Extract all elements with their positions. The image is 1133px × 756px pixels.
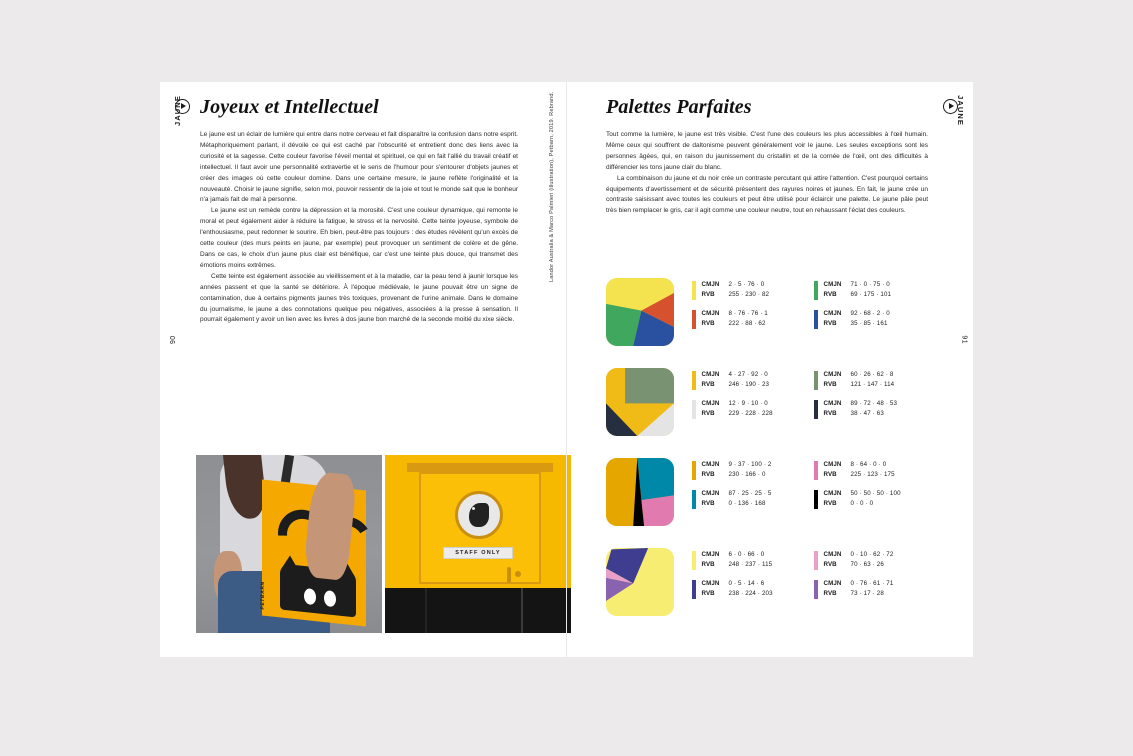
cmyk-label: CMJN <box>701 580 720 587</box>
palette-spec-column <box>692 550 814 616</box>
color-chip <box>692 490 696 509</box>
color-values <box>702 579 773 598</box>
cmyk-value: 12 · 9 · 10 · 0 <box>728 400 768 407</box>
cmyk-label: CMJN <box>823 281 842 288</box>
rgb-value: 38 · 47 · 63 <box>850 409 884 417</box>
rgb-value: 69 · 175 · 101 <box>850 290 892 298</box>
color-spec <box>692 489 814 509</box>
running-head-left: JAUNE <box>173 95 182 126</box>
rgb-value: 225 · 123 · 175 <box>850 470 895 478</box>
color-spec <box>814 370 936 390</box>
cmyk-label: CMJN <box>701 400 720 407</box>
color-chip <box>692 281 696 300</box>
door-handle <box>507 567 511 583</box>
color-values <box>702 460 772 479</box>
bird-emblem-icon <box>455 491 503 539</box>
running-head-right: JAUNE <box>956 95 965 126</box>
palette-spec-column <box>692 370 814 436</box>
palette-specs <box>692 368 936 436</box>
color-values <box>702 550 773 569</box>
tote-brand-text: PETBARN <box>260 580 266 610</box>
color-chip <box>814 490 818 509</box>
page-number-left: 90 <box>170 335 177 344</box>
photo-credit: Landor Australia & Marco Palmieri (illustration), Petbarn, 2019. Rebrand. <box>549 91 555 282</box>
photo-tote-bag <box>196 455 382 633</box>
color-values <box>702 370 770 389</box>
color-chip <box>814 400 818 419</box>
palette-spec-column <box>692 280 814 346</box>
rgb-value: 121 · 147 · 114 <box>850 380 895 388</box>
color-values <box>824 579 894 598</box>
door-chain <box>521 588 523 633</box>
door-base-band <box>385 588 571 633</box>
bird-glyph-icon <box>469 503 489 527</box>
color-spec <box>692 460 814 480</box>
color-values <box>824 370 895 389</box>
page-title-right: Palettes Parfaites <box>606 96 752 118</box>
right-page <box>566 82 973 657</box>
rgb-value: 238 · 224 · 203 <box>728 589 773 597</box>
color-spec <box>692 550 814 570</box>
color-values <box>824 280 892 299</box>
palette-swatch <box>606 458 674 526</box>
color-spec <box>692 579 814 599</box>
rgb-label: RVB <box>701 409 715 417</box>
color-spec <box>692 309 814 329</box>
rgb-label: RVB <box>823 380 837 388</box>
door-lintel <box>407 463 553 472</box>
rgb-value: 246 · 190 · 23 <box>728 380 770 388</box>
color-chip <box>692 551 696 570</box>
color-values <box>824 309 890 328</box>
cmyk-label: CMJN <box>823 580 842 587</box>
rgb-value: 0 · 136 · 168 <box>728 499 766 507</box>
cmyk-value: 8 · 76 · 76 · 1 <box>728 310 768 317</box>
cmyk-label: CMJN <box>701 281 720 288</box>
color-spec <box>814 399 936 419</box>
book-spread <box>160 82 973 657</box>
color-spec <box>814 280 936 300</box>
color-chip <box>814 310 818 329</box>
rgb-value: 73 · 17 · 28 <box>850 589 884 597</box>
body-text-left <box>200 130 518 326</box>
cmyk-label: CMJN <box>701 461 720 468</box>
palette-spec-column <box>814 370 936 436</box>
rgb-label: RVB <box>823 470 837 478</box>
cmyk-value: 8 · 64 · 0 · 0 <box>850 461 887 468</box>
color-spec <box>814 579 936 599</box>
cmyk-value: 0 · 10 · 62 · 72 <box>850 551 894 558</box>
page-number-right: 91 <box>961 335 968 344</box>
cmyk-label: CMJN <box>701 490 720 497</box>
cmyk-label: CMJN <box>823 371 842 378</box>
palette-spec-column <box>814 280 936 346</box>
rgb-label: RVB <box>701 499 715 507</box>
palette-item <box>606 458 936 526</box>
rgb-value: 255 · 230 · 82 <box>728 290 770 298</box>
photo-yellow-door <box>385 455 571 633</box>
cmyk-value: 2 · 5 · 76 · 0 <box>728 281 765 288</box>
paragraph: Tout comme la lumière, le jaune est très visible. C'est l'une des couleurs les plus accessibles à l'œil humain. Même ceux qui souffrent de daltonisme peuvent généralement voir le jaune. Les seules exceptions sont les personnes âgées, qui, en raison du jaunissement du cristallin et de la cornée de l'œil, ont des difficultés à différencier les tons jaune clair du blanc. <box>606 131 928 171</box>
color-values <box>824 550 894 569</box>
cat-eye-right-icon <box>324 590 336 607</box>
rgb-label: RVB <box>823 560 837 568</box>
cmyk-value: 71 · 0 · 75 · 0 <box>850 281 890 288</box>
color-values <box>824 489 901 508</box>
palette-item <box>606 368 936 436</box>
door-seam <box>425 588 427 633</box>
palette-specs <box>692 548 936 616</box>
color-values <box>824 460 895 479</box>
rgb-label: RVB <box>823 499 837 507</box>
color-values <box>824 399 898 418</box>
rgb-label: RVB <box>701 470 715 478</box>
cmyk-value: 60 · 26 · 62 · 8 <box>850 371 894 378</box>
rgb-label: RVB <box>823 409 837 417</box>
rgb-value: 222 · 88 · 62 <box>728 319 766 327</box>
color-chip <box>692 371 696 390</box>
paragraph: La combinaison du jaune et du noir crée un contraste percutant qui attire l'attention. C'est pourquoi certains équipements d'avertissement et de sécurité présentent des rayures noires et jaunes. En fait, le jaune crée un contraste saisissant avec toutes les couleurs et peut être utilisé pour éclaircir une palette. Le jaune pâle peut très bien remplacer le gris, car il agit comme une couleur neutre, tout en rehaussant l'éclat des couleurs. <box>606 174 928 215</box>
body-text-right <box>606 130 928 217</box>
color-spec <box>692 370 814 390</box>
paragraph: Cette teinte est également associée au vieillissement et à la maladie, car la peau tend à jaunir lorsque les années passent et que la santé se détériore. À l'époque médiévale, le jaune pouvait être un signe de contamination, due à certains pigments jaunes très toxiques, provenant de l'urine animale. Dans le domaine du journalisme, le jaune a des connotations quelque peu négatives, associées à la presse à sensation. Il pourrait également y avoir un lien avec les livres à dos jaune bon marché de la seconde moitié du xixe siècle. <box>200 272 518 324</box>
cmyk-label: CMJN <box>701 551 720 558</box>
cmyk-value: 0 · 5 · 14 · 6 <box>728 580 765 587</box>
color-chip <box>814 461 818 480</box>
cmyk-label: CMJN <box>823 551 842 558</box>
rgb-value: 229 · 228 · 228 <box>728 409 773 417</box>
cmyk-label: CMJN <box>823 400 842 407</box>
palette-spec-column <box>814 550 936 616</box>
rgb-value: 0 · 0 · 0 <box>850 499 874 507</box>
cmyk-label: CMJN <box>823 461 842 468</box>
rgb-label: RVB <box>701 560 715 568</box>
color-spec <box>692 280 814 300</box>
color-spec <box>814 550 936 570</box>
rgb-value: 70 · 63 · 26 <box>850 560 884 568</box>
color-chip <box>814 580 818 599</box>
rgb-label: RVB <box>823 589 837 597</box>
cmyk-label: CMJN <box>701 371 720 378</box>
rgb-value: 248 · 237 · 115 <box>728 560 773 568</box>
cmyk-value: 0 · 76 · 61 · 71 <box>850 580 894 587</box>
palette-item <box>606 278 936 346</box>
color-spec <box>814 460 936 480</box>
color-spec <box>692 399 814 419</box>
cat-eye-left-icon <box>304 588 316 605</box>
color-chip <box>692 400 696 419</box>
palette-swatch <box>606 548 674 616</box>
palette-swatch <box>606 278 674 346</box>
palette-list <box>606 278 936 638</box>
rgb-label: RVB <box>701 290 715 298</box>
cmyk-label: CMJN <box>823 310 842 317</box>
cmyk-label: CMJN <box>701 310 720 317</box>
color-chip <box>692 310 696 329</box>
rgb-label: RVB <box>823 290 837 298</box>
staff-only-sign: STAFF ONLY <box>443 547 513 559</box>
color-values <box>702 489 772 508</box>
paragraph: Le jaune est un éclair de lumière qui entre dans notre cerveau et fait disparaître la confusion dans notre esprit. Métaphoriquement parlant, il dévoile ce qui est caché par l'obscurité et entretient donc des liens avec la curiosité et la sagesse. Cette couleur favorise l'éveil mental et spirituel, ce qui en fait l'allié du travail créatif et intellectuel. Il faut avoir une personnalité extravertie et le sens de l'humour pour s'entourer d'objets jaunes et créer des images où cette couleur domine. Dans une certaine mesure, le jaune reflète l'originalité et la nouveauté. Choisir le jaune signifie, selon moi, pouvoir ressentir de la joie et tout le monde sait que le bonheur n'a jamais fait de mal à personne. <box>200 131 518 204</box>
door-lock <box>515 571 521 577</box>
rgb-label: RVB <box>701 589 715 597</box>
palette-specs <box>692 278 936 346</box>
rgb-value: 35 · 85 · 161 <box>850 319 888 327</box>
palette-specs <box>692 458 936 526</box>
color-chip <box>692 461 696 480</box>
photo-strip <box>196 455 571 633</box>
palette-spec-column <box>692 460 814 526</box>
rgb-label: RVB <box>701 319 715 327</box>
rgb-label: RVB <box>823 319 837 327</box>
color-chip <box>814 551 818 570</box>
color-chip <box>692 580 696 599</box>
color-values <box>702 399 773 418</box>
color-values <box>702 309 768 328</box>
paragraph: Le jaune est un remède contre la dépression et la morosité. C'est une couleur dynamique, qui remonte le moral et peut également aider à réduire la fatigue, le stress et la nervosité. Cette teinte joyeuse, symbole de l'enthousiasme, peut redonner le sourire. Eh bien, peut-être pas toujours : des études révèlent qu'un excès de cette couleur (des murs peints en jaune, par exemple) peut provoquer un sentiment de colère et de gêne. Dans ce cas, le choix d'un jaune plus clair est bénéfique, car c'est une teinte plus douce, qui transmet des émotions moins extrêmes. <box>200 207 518 269</box>
palette-swatch <box>606 368 674 436</box>
left-page <box>160 82 566 657</box>
palette-item <box>606 548 936 616</box>
cmyk-value: 89 · 72 · 48 · 53 <box>850 400 898 407</box>
rgb-label: RVB <box>701 380 715 388</box>
cmyk-label: CMJN <box>823 490 842 497</box>
cmyk-value: 92 · 68 · 2 · 0 <box>850 310 890 317</box>
cmyk-value: 9 · 37 · 100 · 2 <box>728 461 772 468</box>
color-spec <box>814 309 936 329</box>
page-title-left: Joyeux et Intellectuel <box>200 96 379 118</box>
cmyk-value: 50 · 50 · 50 · 100 <box>850 490 901 497</box>
cmyk-value: 87 · 25 · 25 · 5 <box>728 490 772 497</box>
color-chip <box>814 371 818 390</box>
color-spec <box>814 489 936 509</box>
palette-spec-column <box>814 460 936 526</box>
color-chip <box>814 281 818 300</box>
cmyk-value: 4 · 27 · 92 · 0 <box>728 371 768 378</box>
rgb-value: 230 · 166 · 0 <box>728 470 766 478</box>
color-values <box>702 280 770 299</box>
cmyk-value: 6 · 0 · 66 · 0 <box>728 551 765 558</box>
